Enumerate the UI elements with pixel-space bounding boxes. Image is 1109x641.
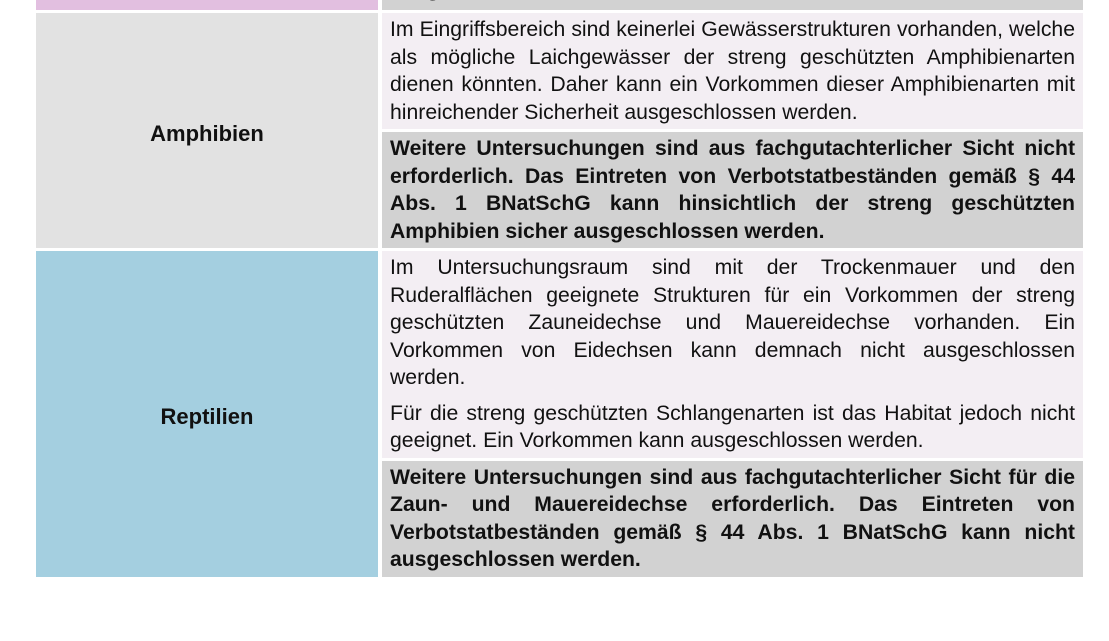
reptilien-conclusion: Weitere Untersuchungen sind aus fachgutachterlicher Sicht für die Zaun- und Mauereidechse erforderlich. Das Eintreten von Verbotstatbeständen gemäß § 44 Abs. 1 BNatSchG kann nicht ausgeschlossen werden. [382,461,1083,577]
previous-row-conclusion [382,0,1083,10]
reptilien-row [36,251,1083,577]
reptilien-label: Reptilien [36,251,378,577]
amphibien-row [36,13,1083,248]
species-assessment-table [36,0,1083,577]
amphibien-label: Amphibien [36,13,378,248]
previous-row [36,0,1083,10]
reptilien-description: Im Untersuchungsraum sind mit der Trockenmauer und den Ruderalflächen geeignete Strukturen für ein Vorkommen der streng geschützten Zauneidechse und Mauereidechse vorhanden. Ein Vorkommen von Eidechsen kann demnach nicht ausgeschlossen werden. Für die streng geschützten Schlangenarten ist das Habitat jedoch nicht geeignet. Ein Vorkommen kann ausgeschlossen werden. [382,251,1083,458]
amphibien-conclusion: Weitere Untersuchungen sind aus fachgutachterlicher Sicht nicht erforderlich. Das Eintreten von Verbotstatbeständen gemäß § 44 Abs. 1 BNatSchG kann hinsichtlich der streng geschützten Amphibien sicher ausgeschlossen werden. [382,132,1083,248]
amphibien-description: Im Eingriffsbereich sind keinerlei Gewässerstrukturen vorhanden, welche als mögliche Laichgewässer der streng geschützten Amphibienarten dienen könnten. Daher kann ein Vorkommen dieser Amphibienarten mit hinreichender Sicherheit ausgeschlossen werden. [382,13,1083,129]
previous-row-label [36,0,378,10]
